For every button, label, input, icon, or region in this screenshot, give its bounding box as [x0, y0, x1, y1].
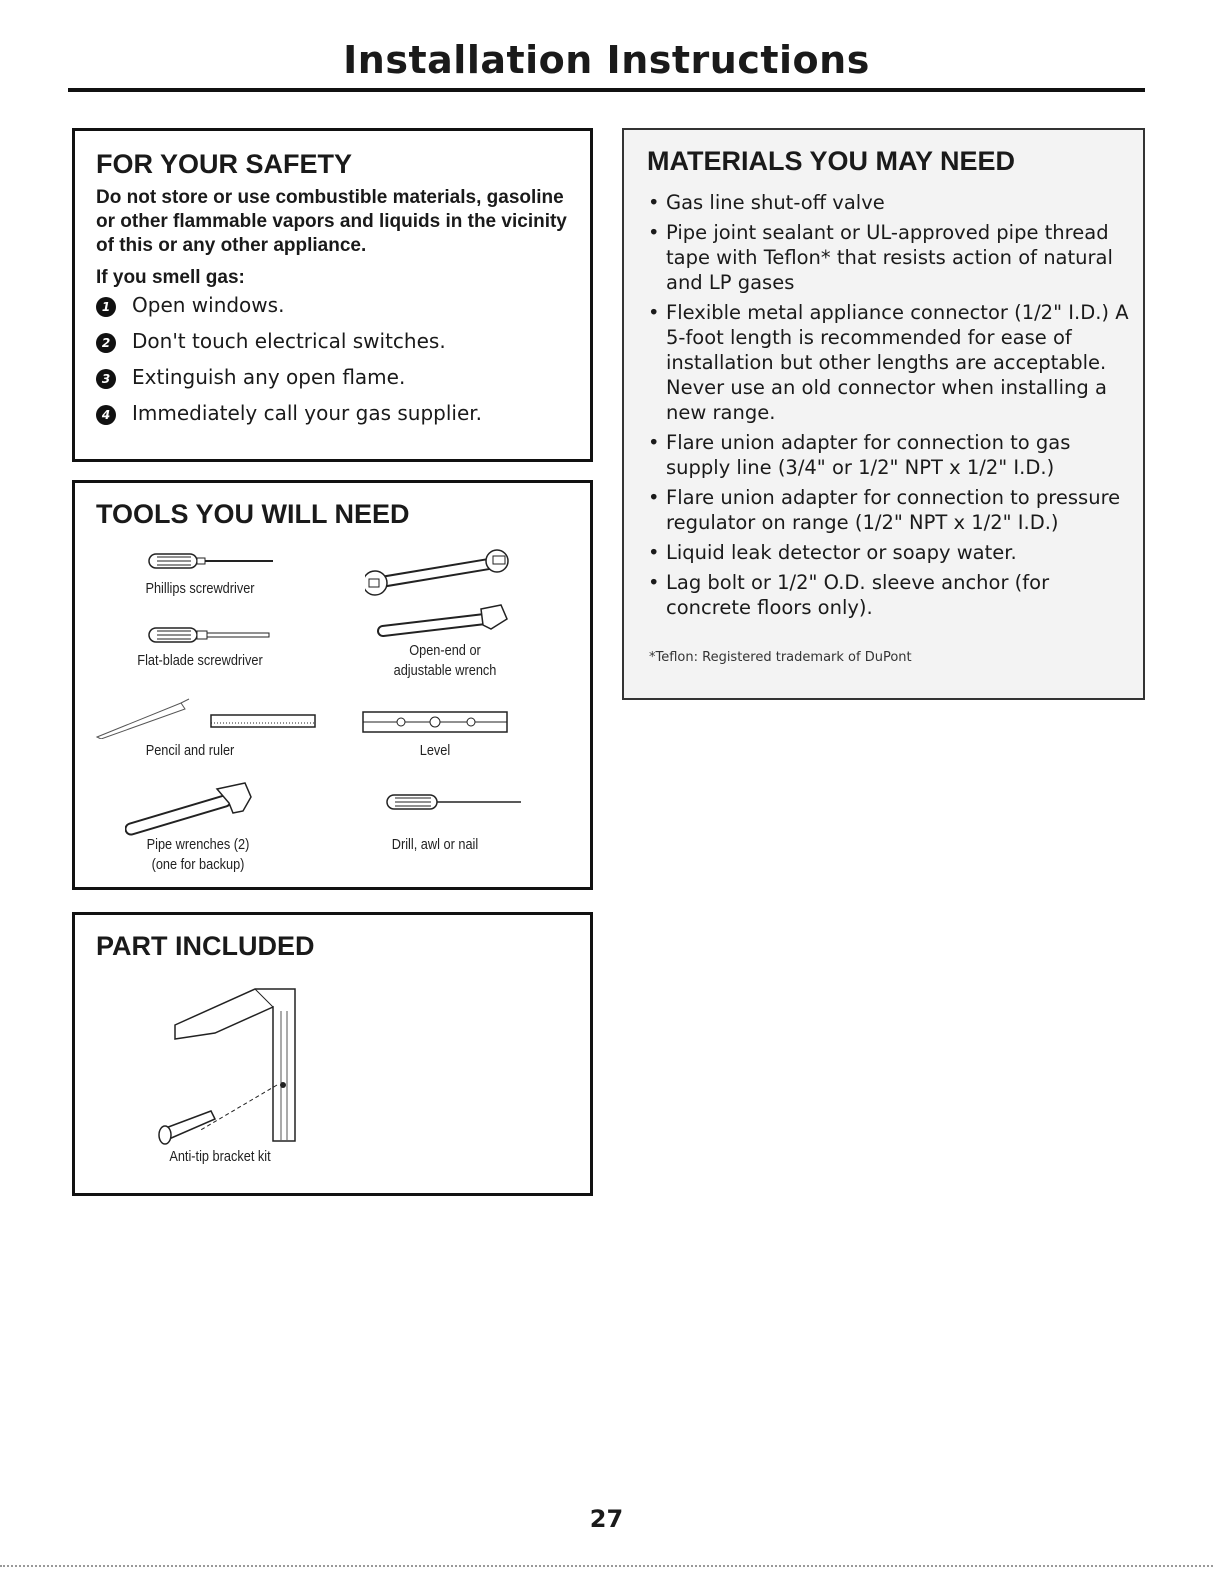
list-item: • Pipe joint sealant or UL-approved pipe thread tape with Teflon* that resists action of natural and LP gases [644, 220, 1134, 295]
page-number: 27 [589, 1505, 624, 1533]
safety-step [96, 401, 482, 425]
page-title: Installation Instructions [343, 38, 870, 82]
safety-warning: Do not store or use combustible materials, gasoline or other flammable vapors and liquids in the vicinity of this or any other appliance. [96, 187, 567, 256]
wrench-icon [365, 549, 515, 639]
smell-gas-label: If you smell gas: [96, 267, 245, 288]
safety-heading: FOR YOUR SAFETY [96, 149, 353, 179]
tool-label: Level [419, 742, 451, 759]
safety-step [96, 329, 446, 353]
awl-icon [385, 791, 525, 815]
bottom-divider [0, 1565, 1213, 1567]
step-text: Open windows. [132, 293, 285, 317]
list-item: • Liquid leak detector or soapy water. [644, 540, 1134, 565]
tool-label: Pipe wrenches (2) (one for backup) [146, 836, 250, 873]
materials-list [644, 190, 1134, 625]
tool-label: Flat-blade screwdriver [137, 652, 263, 669]
step-text: Don't touch electrical switches. [132, 329, 446, 353]
safety-step [96, 365, 405, 389]
tools-heading: TOOLS YOU WILL NEED [96, 499, 410, 529]
teflon-footnote: *Teflon: Registered trademark of DuPont [649, 650, 912, 665]
materials-heading: MATERIALS YOU MAY NEED [647, 146, 1016, 176]
phillips-screwdriver-icon [147, 549, 277, 573]
pipe-wrench-icon [125, 779, 265, 837]
tool-label: Phillips screwdriver [145, 580, 255, 597]
step-text: Extinguish any open flame. [132, 365, 406, 389]
step-number-icon: 1 [96, 297, 116, 317]
list-item: • Lag bolt or 1/2" O.D. sleeve anchor (for concrete floors only). [644, 570, 1134, 620]
step-number-icon: 4 [96, 405, 116, 425]
tool-label: Pencil and ruler [145, 742, 235, 759]
materials-box [622, 128, 1145, 700]
safety-step [96, 293, 284, 317]
list-item: • Gas line shut-off valve [644, 190, 1134, 215]
step-number-icon: 3 [96, 369, 116, 389]
tool-label: Open-end or adjustable wrench [393, 642, 497, 679]
anti-tip-bracket-icon [155, 981, 315, 1151]
list-item: • Flare union adapter for connection to pressure regulator on range (1/2" NPT x 1/2" I.D.) [644, 485, 1134, 535]
level-icon [361, 709, 511, 735]
pencil-ruler-icon [93, 689, 323, 739]
flat-screwdriver-icon [147, 623, 277, 647]
list-item: • Flare union adapter for connection to gas supply line (3/4" or 1/2" NPT x 1/2" I.D.) [644, 430, 1134, 480]
step-text: Immediately call your gas supplier. [132, 401, 482, 425]
part-caption: Anti-tip bracket kit [169, 1148, 271, 1165]
list-item: • Flexible metal appliance connector (1/2" I.D.) A 5-foot length is recommended for ease of installation but other lengths are acceptable. Never use an old connector when installing a new range. [644, 300, 1134, 425]
part-heading: PART INCLUDED [96, 931, 315, 961]
safety-box [72, 128, 593, 462]
tool-label: Drill, awl or nail [391, 836, 479, 853]
title-rule [68, 88, 1145, 92]
tools-box [72, 480, 593, 890]
step-number-icon: 2 [96, 333, 116, 353]
part-included-box [72, 912, 593, 1196]
